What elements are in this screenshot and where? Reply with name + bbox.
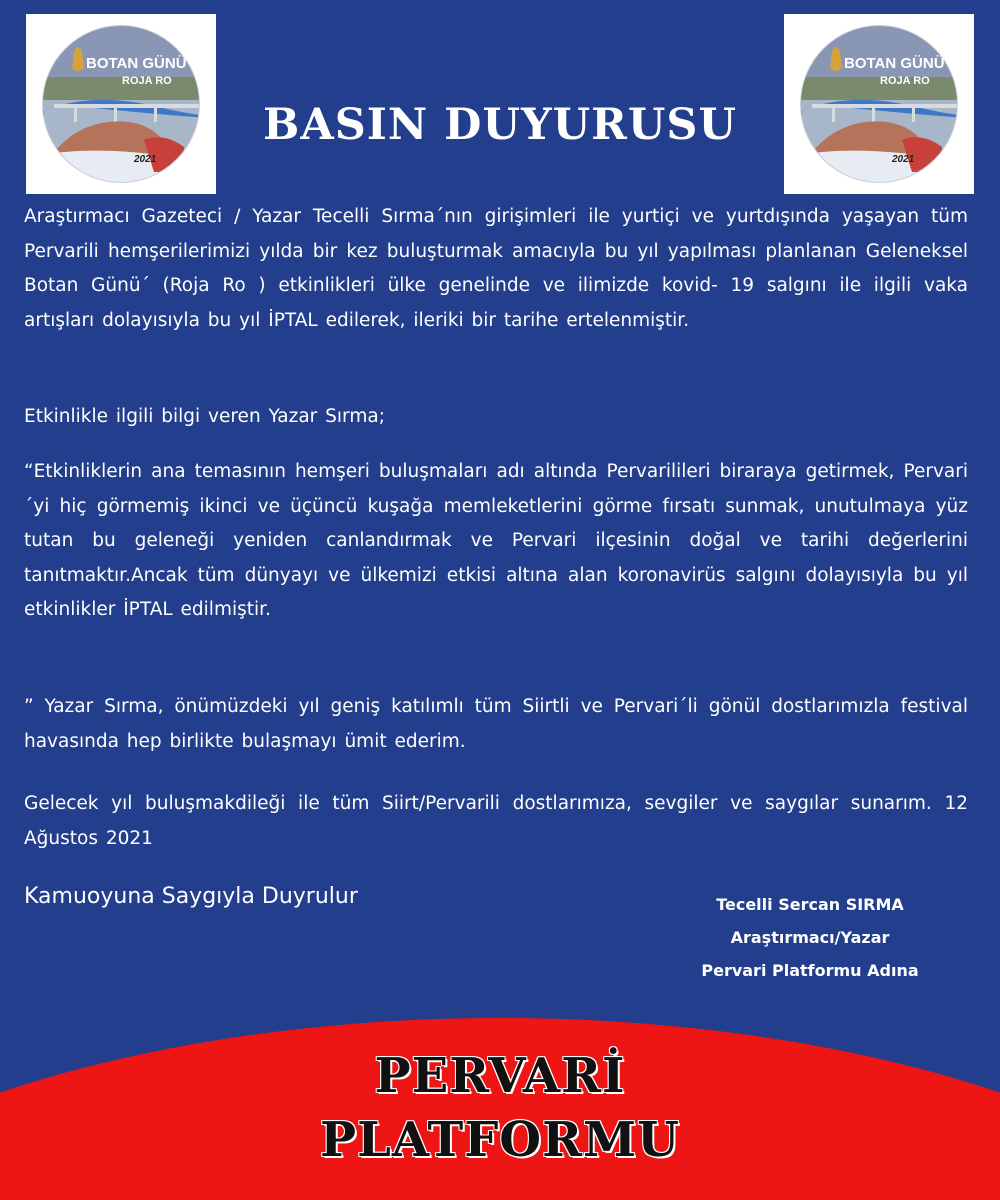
paragraph-greetings: Gelecek yıl buluşmakdileği ile tüm Siirt/Pervarili dostlarımıza, sevgiler ve saygılar sunarım. 12 Ağustos 2021 [24, 793, 968, 849]
footer-title-line1: PERVARİ [374, 1048, 626, 1104]
logo-year: 2021 [892, 154, 915, 165]
paragraph-hope: ” Yazar Sırma, önümüzdeki yıl geniş katılımlı tüm Siirtli ve Pervari´li gönül dostlarımızla festival havasında hep birlikte bulaşmayı ümit ederim. [24, 696, 968, 752]
logo-line1: BOTAN GÜNÜ [86, 55, 187, 72]
paragraph-intro: Etkinlikle ilgili bilgi veren Yazar Sırma; [24, 406, 385, 427]
paragraph-quote: “Etkinliklerin ana temasının hemşeri buluşmaları adı altında Pervarilileri biraraya getirmek, Pervari´yi hiç görmemiş ikinci ve üçüncü kuşağa memleketlerini görme fırsatı sunmak, unutulmaya yüz tutan bu geleneği yeniden canlandırmak ve Pervari ilçesinin doğal ve tarihi değerlerini tanıtmaktır.Ancak tüm dünyayı ve ülkemizi etkisi altına alan koronavirüs salgını dolayısıyla bu yıl etkinlikler İPTAL edilmiştir. [24, 461, 968, 620]
signature-name: Tecelli Sercan SIRMA [716, 895, 904, 914]
footer-banner [0, 1018, 1000, 1200]
logo-line1: BOTAN GÜNÜ [844, 55, 945, 72]
signature-org: Pervari Platformu Adına [701, 961, 919, 980]
page-title: BASIN DUYURUSU [263, 100, 737, 150]
signature-role: Araştırmacı/Yazar [730, 928, 890, 947]
paragraph-announcement: Araştırmacı Gazeteci / Yazar Tecelli Sırma´nın girişimleri ile yurtiçi ve yurtdışında yaşayan tüm Pervarili hemşerilerimizi yılda bir kez buluşturmak amacıyla bu yıl yapılması planlanan Geleneksel Botan Günü´ (Roja Ro ) etkinlikleri ülke genelinde ve ilimizde kovid- 19 salgını ile ilgili vaka artışları dolayısıyla bu yıl İPTAL edilerek, ileriki bir tarihe ertelenmiştir. [24, 206, 968, 331]
signature-block [640, 888, 980, 987]
logo-line2: ROJA RO [880, 75, 930, 87]
logo-line2: ROJA RO [122, 75, 172, 87]
closing-line: Kamuoyuna Saygıyla Duyrulur [24, 884, 358, 909]
footer-title-line2: PLATFORMU [320, 1112, 680, 1168]
logo-year: 2021 [134, 154, 157, 165]
